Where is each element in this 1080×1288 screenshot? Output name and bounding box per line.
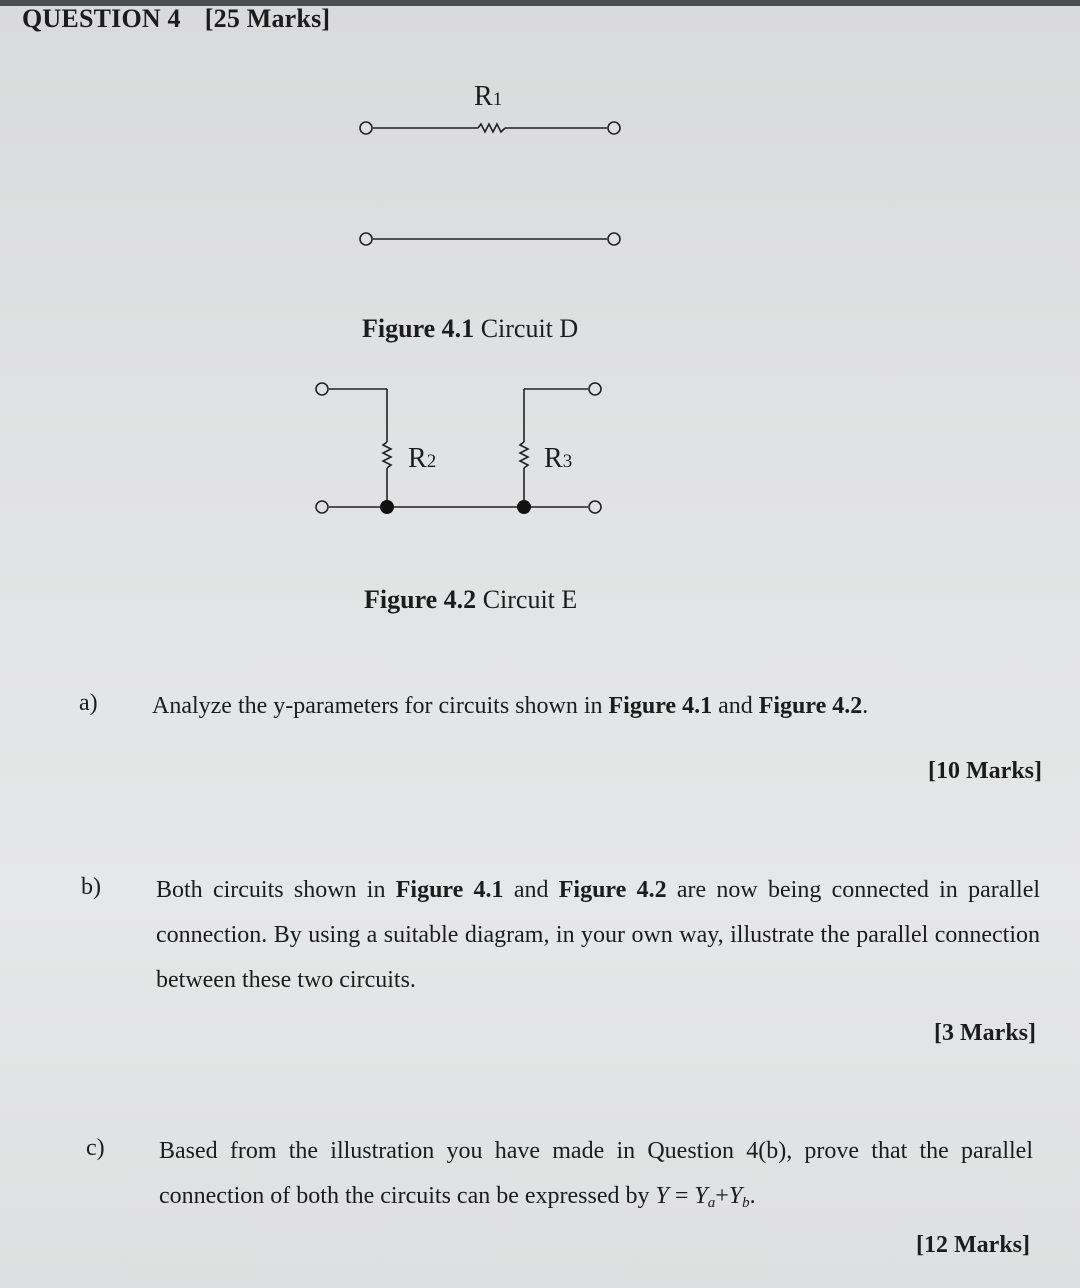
circuit-e-node-right <box>517 500 531 514</box>
resistor-r2-symbol <box>383 442 391 468</box>
circuit-e-terminal-top-right <box>589 383 601 395</box>
figure-4-1-caption: Figure 4.1 Circuit D <box>362 314 579 343</box>
resistor-r3-label: R3 <box>544 443 573 474</box>
part-a-marks: [10 Marks] <box>928 758 1042 784</box>
part-b-text: Both circuits shown in Figure 4.1 and Figure 4.2 are now being connected in parallel connection. By using a suitable diagram, in your own way, illustrate the parallel connection between these two circuits. <box>156 877 1041 993</box>
part-c-text: Based from the illustration you have made in Question 4(b), prove that the parallel connection of both the circuits can be expressed by $Y = Y_a+Y_b$. <box>159 1138 1033 1211</box>
part-b-letter: b) <box>81 874 101 900</box>
resistor-r2-label: R2 <box>408 443 437 474</box>
part-a-text: Analyze the y-parameters for circuits shown in Figure 4.1 and Figure 4.2. <box>152 693 869 719</box>
circuit-e-terminal-bottom-right <box>589 501 601 513</box>
circuit-e-terminal-top-left <box>316 383 328 395</box>
part-c-letter: c) <box>86 1135 105 1161</box>
part-b-marks: [3 Marks] <box>934 1020 1036 1046</box>
resistor-r3-symbol <box>520 442 528 468</box>
circuit-e-terminal-bottom-left <box>316 501 328 513</box>
figure-4-2-caption: Figure 4.2 Circuit E <box>364 585 578 614</box>
part-c-marks: [12 Marks] <box>916 1232 1030 1258</box>
resistor-r1-label: R1 <box>474 81 503 112</box>
question-number: QUESTION 4 <box>22 4 181 33</box>
question-total-marks: [25 Marks] <box>204 4 331 33</box>
circuit-e-diagram <box>0 0 1080 600</box>
part-a-letter: a) <box>79 690 98 716</box>
circuit-e-node-left <box>380 500 394 514</box>
